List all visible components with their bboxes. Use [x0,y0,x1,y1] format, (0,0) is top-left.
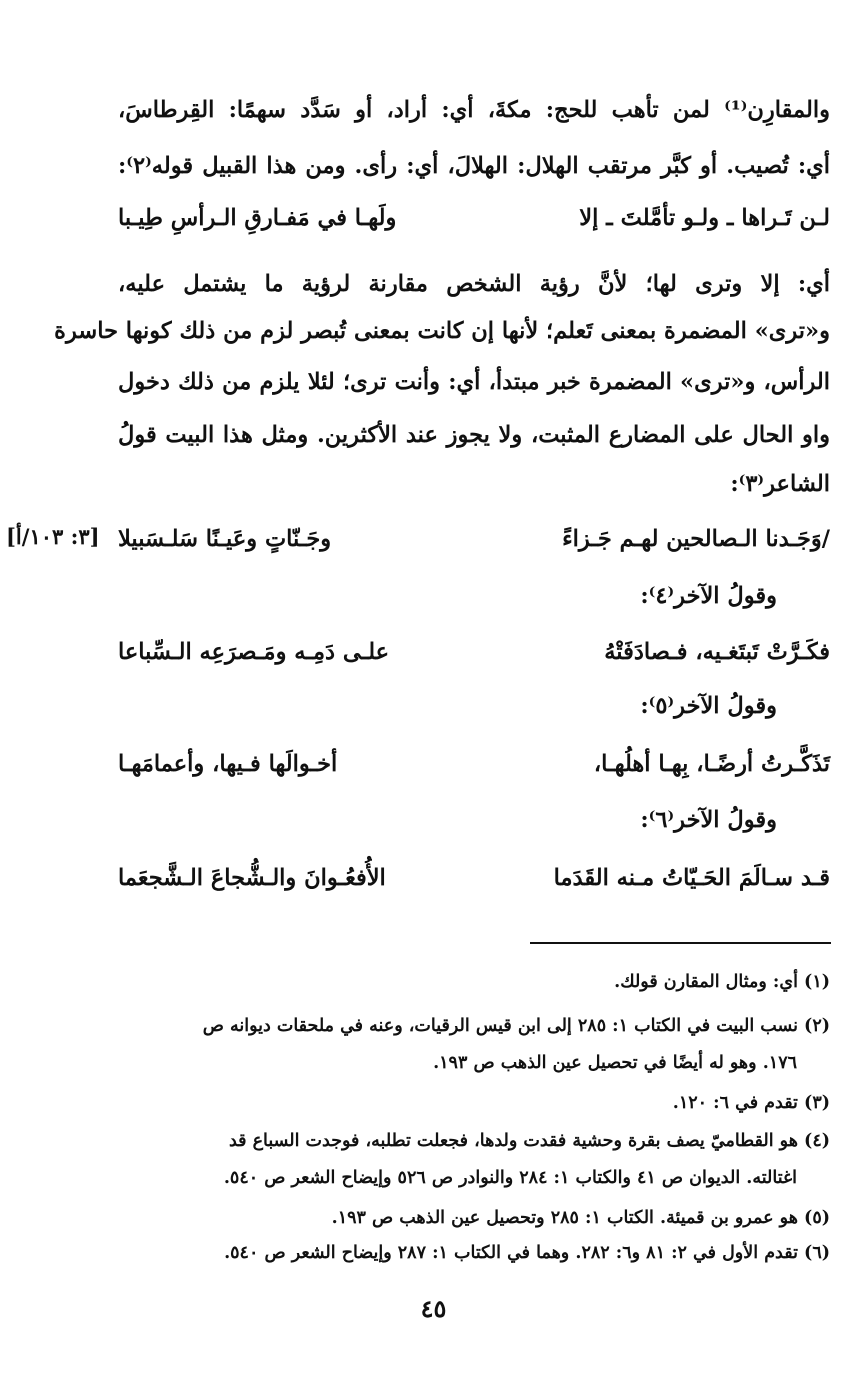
verse-5-second-hemistich: الأُفعُـوانَ والـشُّجاعَ الـشَّجعَما [118,865,386,891]
verse-3-first-hemistich: فكَـرَّتْ تَبتَغـيه، فـصادَفَتْهُ [604,639,830,665]
footnote-4-continued: اغتالته. الديوان ص ٤١ والكتاب ١: ٢٨٤ والنوادر ص ٥٢٦ وإيضاح الشعر ص ٥٤٠. [223,1168,797,1188]
footnote-separator [530,942,831,944]
footnote-2-continued: ١٧٦. وهو له أيضًا في تحصيل عين الذهب ص ١٩٣. [433,1053,797,1073]
body-line-6: واو الحال على المضارع المثبت، ولا يجوز عند الأكثرين. ومثل هذا البيت قولُ [118,422,830,448]
manuscript-folio-reference: [٣: ١٠٣/أ] [6,524,100,549]
footnote-2: (٢) نسب البيت في الكتاب ١: ٢٨٥ إلى ابن قيس الرقيات، وعنه في ملحقات ديوانه ص [202,1016,830,1036]
footnote-4: (٤) هو القطاميّ يصف بقرة وحشية فقدت ولدها، فجعلت تطلبه، فوجدت السباع قد [228,1131,830,1151]
verse-5-first-hemistich: قـد سـالَمَ الحَـيّاتُ مـنه القَدَما [553,865,830,891]
verse-1-first-hemistich: لـن تَـراها ـ ولـو تأمَّلتَ ـ إلا [579,205,830,231]
verse-3-second-hemistich: علـى دَمِـه ومَـصرَعِه الـسِّباعا [118,639,390,665]
footnote-6: (٦) تقدم الأول في ٢: ٨١ و٦: ٢٨٢. وهما في الكتاب ١: ٢٨٧ وإيضاح الشعر ص ٥٤٠. [224,1243,830,1263]
verse-3-intro: وقولُ الآخر⁽٤⁾: [640,583,777,609]
footnote-1: (١) أي: ومثال المقارن قولك. [614,972,830,992]
body-line-2: أي: تُصيب. أو كبَّر مرتقب الهلال: الهلالَ، أي: رأى. ومن هذا القبيل قوله⁽٢⁾: [118,153,830,179]
body-line-5: الرأس، و«ترى» المضمرة خبر مبتدأ، أي: وأنت ترى؛ لئلا يلزم من ذلك دخول [118,369,830,395]
verse-1-second-hemistich: ولَهـا في مَفـارقِ الـرأسِ طِيـبا [118,205,397,231]
body-line-3: أي: إلا وترى لها؛ لأنَّ رؤية الشخص مقارنة لرؤية ما يشتمل عليه، [118,271,830,297]
body-line-7: الشاعر⁽٣⁾: [730,471,830,497]
footnote-3: (٣) تقدم في ٦: ١٢٠. [672,1093,830,1113]
verse-4-first-hemistich: تَذَكَّـرتُ أرضًـا، بِهـا أهلُهـا، [593,751,830,777]
body-line-1: والمقارِن⁽¹⁾ لمن تأهب للحج: مكةَ، أي: أراد، أو سَدَّد سهمًا: القِرطاسَ، [118,97,830,123]
verse-2-second-hemistich: وجَـنّاتٍ وعَيـنًا سَلـسَبيلا [118,526,332,552]
body-line-4: و«ترى» المضمرة بمعنى تَعلم؛ لأنها إن كانت بمعنى تُبصر لزم من ذلك كونها حاسرة [54,318,830,344]
page-number: ٤٥ [420,1294,447,1323]
verse-4-second-hemistich: أخـوالَها فـيها، وأعمامَهـا [118,751,338,777]
verse-4-intro: وقولُ الآخر⁽٥⁾: [640,693,777,719]
footnote-5: (٥) هو عمرو بن قميئة. الكتاب ١: ٢٨٥ وتحصيل عين الذهب ص ١٩٣. [331,1208,830,1228]
verse-5-intro: وقولُ الآخر⁽٦⁾: [640,807,777,833]
verse-2-first-hemistich: /وَجَـدنا الـصالحين لهـم جَـزاءً [562,526,830,552]
